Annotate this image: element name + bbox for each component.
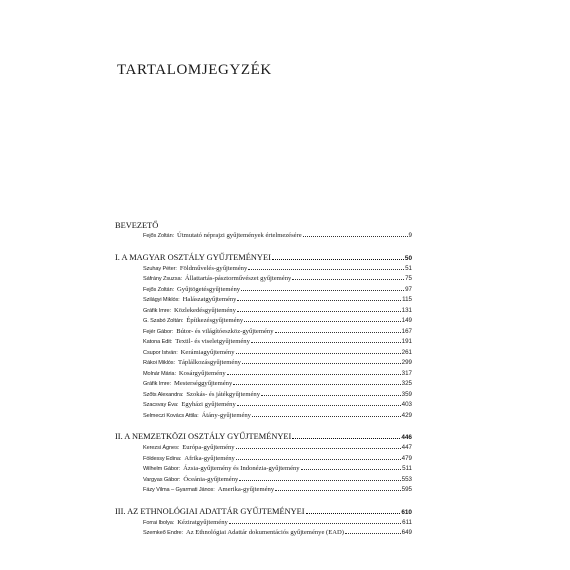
dot-leader [306,513,401,514]
toc-entry[interactable] [115,454,412,465]
dot-leader [261,395,401,396]
page-title: TARTALOMJEGYZÉK [117,62,272,78]
toc-entry[interactable] [115,390,412,401]
entry-title: Kéziratgyűjtemény [177,518,228,526]
section-title: III. AZ ETHNOLÓGIAI ADATTÁR GYŰJTEMÉNYEI [115,506,305,516]
dot-leader [236,353,401,354]
section-spacer [115,421,412,431]
entry-author: Wilhelm Gábor: [143,466,181,472]
entry-author: Gráfik Imre: [143,381,172,387]
section-title: II. A NEMZETKÖZI OSZTÁLY GYŰJTEMÉNYEI [115,432,292,441]
entry-title: Bútor- és világítóeszköz-gyűjtemény [176,327,274,335]
toc-entry[interactable] [115,358,412,369]
entry-title: Útmutató néprajzi gyűjtemények értelmezésére [177,232,302,239]
toc-section-international [115,431,412,496]
entry-title: Az Ethnológiai Adattár dokumentációs gyűjteménye (EAD) [185,529,344,536]
entry-page: 553 [401,475,412,483]
entry-title: Afrika-gyűjtemény [184,454,235,462]
toc-entry[interactable] [115,400,412,411]
toc-entry[interactable] [115,348,412,359]
toc-section-archive [115,506,412,539]
toc-entry[interactable] [115,306,412,317]
entry-author: Fázy Vilma – Gyarmati János: [143,487,215,493]
dot-leader [275,332,401,333]
section-page: 610 [401,508,412,516]
entry-page: 595 [401,486,412,493]
entry-page: 649 [401,529,412,536]
entry-title: Építkezésgyűjtemény [186,317,244,324]
dot-leader [252,416,401,417]
entry-author: Gráfik Imre: [143,307,172,314]
dot-leader [244,321,401,322]
section-spacer [115,242,412,252]
entry-title: Textil- és viseletgyűjtemény [175,338,250,345]
section-heading[interactable] [115,252,412,263]
entry-page: 359 [401,390,412,398]
toc-entry[interactable] [115,264,412,275]
toc-entry[interactable] [115,411,412,422]
entry-title: Halászatgyűjtemény [182,296,237,303]
entry-page: 75 [405,275,412,282]
toc-entry[interactable] [115,231,412,242]
entry-page: 51 [405,264,412,272]
entry-author: Rákoi Miklós: [143,360,175,366]
entry-page: 403 [401,401,412,408]
dot-leader [233,384,400,385]
dot-leader [301,469,402,470]
toc-entry[interactable] [115,316,412,327]
toc-entry[interactable] [115,285,412,296]
entry-author: Forrai Ibolya: [143,519,175,526]
dot-leader [227,374,401,375]
entry-author: Kerezsi Ágnes: [143,445,180,451]
entry-page: 479 [401,454,412,462]
table-of-contents [115,220,412,539]
dot-leader [237,311,401,312]
toc-entry[interactable] [115,443,412,454]
dot-leader [292,279,404,280]
toc-entry[interactable] [115,337,412,348]
toc-entry[interactable] [115,485,412,496]
entry-title: Amerika-gyűjtemény [217,486,275,493]
entry-title: Átány-gyűjtemény [201,411,251,419]
entry-title: Gyűjtögetésgyűjtemény [177,285,241,293]
entry-page: 611 [402,518,412,526]
section-title: I. A MAGYAR OSZTÁLY GYŰJTEMÉNYEI [115,252,271,262]
toc-entry[interactable] [115,379,412,390]
entry-author: Katona Edit: [143,339,173,345]
section-page: 446 [401,434,412,441]
entry-page: 447 [401,444,412,451]
entry-page: 511 [402,465,412,472]
entry-title: Szokás- és játékgyűjtemény [186,390,261,398]
entry-author: Csupor István: [143,349,178,356]
toc-entry[interactable] [115,475,412,486]
entry-page: 149 [401,317,412,324]
entry-page: 97 [405,285,412,293]
entry-page: 317 [401,369,412,377]
toc-section-intro [115,220,412,242]
toc-entry[interactable] [115,528,412,539]
dot-leader [251,342,401,343]
entry-page: 429 [401,411,412,419]
dot-leader [239,480,400,481]
entry-title: Mesterséggyűjtemény [174,380,233,387]
entry-page: 325 [401,380,412,387]
toc-entry[interactable] [115,327,412,338]
entry-author: Fejős Zoltán: [143,286,175,293]
toc-section-hungarian [115,252,412,422]
entry-title: Állattartás-pásztorművészet gyűjtemény [184,275,292,282]
dot-leader [229,523,401,524]
entry-author: G. Szabó Zoltán: [143,318,184,324]
dot-leader [237,405,401,406]
entry-title: Közlekedésgyűjtemény [174,306,236,314]
entry-author: Szemkeő Endre: [143,530,183,536]
entry-author: Sáfrány Zsuzsa: [143,276,182,282]
entry-title: Egyházi gyűjtemény [181,401,236,408]
entry-title: Kerámiagyűjtemény [180,348,235,356]
entry-title: Óceánia-gyűjtemény [183,475,239,483]
entry-page: 9 [408,232,412,239]
entry-page: 167 [401,327,412,335]
entry-author: Molnár Mária: [143,370,176,377]
entry-author: Selmeczi Kovács Attila: [143,412,199,419]
entry-author: Szilágyi Miklós: [143,297,180,303]
entry-author: Fejős Zoltán: [143,233,175,239]
entry-page: 299 [401,359,412,366]
dot-leader [236,459,401,460]
dot-leader [237,300,401,301]
dot-leader [241,290,404,291]
dot-leader [272,259,404,260]
entry-page: 115 [402,296,412,303]
toc-entry[interactable] [115,464,412,475]
entry-title: Kosárgyűjtemény [178,369,226,377]
entry-author: Szőts Alexandra: [143,391,184,398]
dot-leader [292,438,400,439]
entry-page: 131 [401,306,412,314]
entry-author: Szuhay Péter: [143,265,177,272]
dot-leader [275,490,401,491]
dot-leader [242,363,401,364]
entry-author: Földessy Edina: [143,455,182,462]
section-heading[interactable] [115,431,412,442]
section-page: 50 [404,254,412,262]
toc-entry[interactable] [115,369,412,380]
toc-entry[interactable] [115,274,412,285]
entry-page: 261 [401,348,412,356]
entry-author: Fejér Gábor: [143,328,174,335]
dot-leader [236,448,401,449]
dot-leader [303,236,408,237]
section-spacer [115,496,412,506]
entry-author: Vargyas Gábor: [143,476,181,483]
entry-author: Szacsvay Éva: [143,402,179,408]
entry-title: Európa-gyűjtemény [182,444,235,451]
entry-title: Ázsia-gyűjtemény és Indonézia-gyűjtemény [183,465,300,472]
dot-leader [248,269,404,270]
toc-entry[interactable] [115,295,412,306]
dot-leader [345,533,401,534]
section-heading[interactable] [115,220,412,231]
section-title: BEVEZETŐ [115,221,159,230]
entry-page: 191 [401,338,412,345]
toc-entry[interactable] [115,518,412,529]
section-heading[interactable] [115,506,412,517]
entry-title: Földművelés-gyűjtemény [179,264,248,272]
entry-title: Táplálkozásgyűjtemény [177,359,241,366]
